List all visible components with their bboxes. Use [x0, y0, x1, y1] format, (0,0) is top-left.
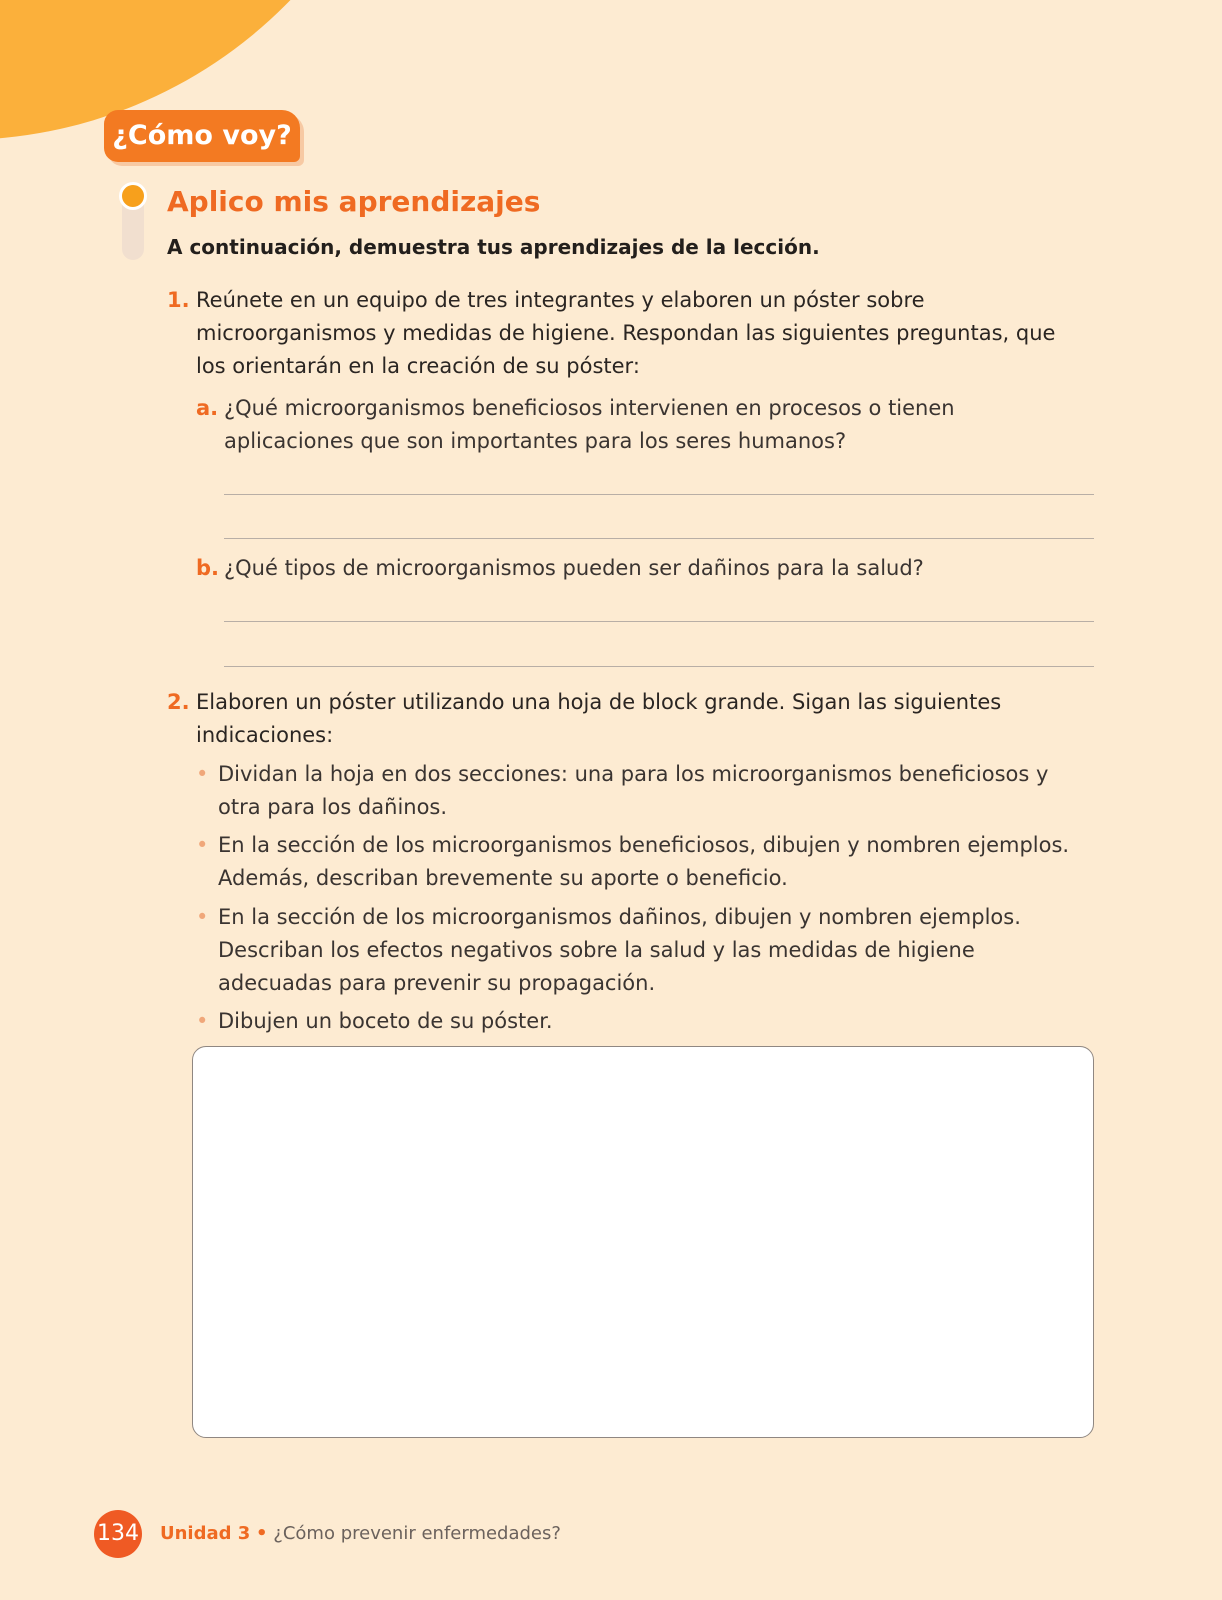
answer-line[interactable] — [224, 538, 1094, 539]
sub-question-text: ¿Qué tipos de microorganismos pueden ser dañinos para la salud? — [224, 556, 924, 580]
footer-separator: • — [256, 1523, 268, 1544]
bullet-text: Dibujen un boceto de su póster. — [218, 1009, 553, 1033]
footer-unit: Unidad 3 — [160, 1523, 251, 1544]
question-number: 1. — [167, 288, 190, 312]
sketch-box[interactable] — [192, 1046, 1094, 1438]
bullet-icon: • — [196, 762, 209, 786]
activity-heading: Aplico mis aprendizajes — [167, 185, 541, 218]
bullet-text: En la sección de los microorganismos dañinos, dibujen y nombren ejemplos. Describan los efectos negativos sobre la salud y las medidas de higiene adecuadas para prevenir su propagación. — [218, 905, 1021, 995]
answer-line[interactable] — [224, 621, 1094, 622]
footer-title: ¿Cómo prevenir enfermedades? — [273, 1523, 561, 1544]
footer — [160, 1520, 561, 1548]
bullet-icon: • — [196, 833, 209, 857]
bullet-icon: • — [196, 905, 209, 929]
sub-question-text: ¿Qué microorganismos beneficiosos intervienen en procesos o tienen aplicaciones que son importantes para los seres humanos? — [224, 396, 955, 453]
section-tag: ¿Cómo voy? — [104, 110, 300, 162]
question-number: 2. — [167, 690, 190, 714]
heading-marker-dot-icon — [119, 182, 147, 210]
bullet-text: Dividan la hoja en dos secciones: una para los microorganismos beneficiosos y otra para los dañinos. — [218, 762, 1049, 819]
answer-line[interactable] — [224, 494, 1094, 495]
bullet-icon: • — [196, 1009, 209, 1033]
sub-question-letter: a. — [196, 396, 219, 420]
question-text: Elaboren un póster utilizando una hoja de block grande. Sigan las siguientes indicaciones: — [196, 690, 1002, 747]
sub-question-letter: b. — [196, 556, 220, 580]
bullet-text: En la sección de los microorganismos beneficiosos, dibujen y nombren ejemplos. Además, describan brevemente su aporte o beneficio. — [218, 833, 1070, 890]
answer-line[interactable] — [224, 666, 1094, 667]
page-number: 134 — [94, 1510, 142, 1558]
activity-intro: A continuación, demuestra tus aprendizajes de la lección. — [167, 235, 820, 259]
question-text: Reúnete en un equipo de tres integrantes y elaboren un póster sobre microorganismos y medidas de higiene. Respondan las siguientes preguntas, que los orientarán en la creación de su póster: — [196, 288, 1056, 378]
